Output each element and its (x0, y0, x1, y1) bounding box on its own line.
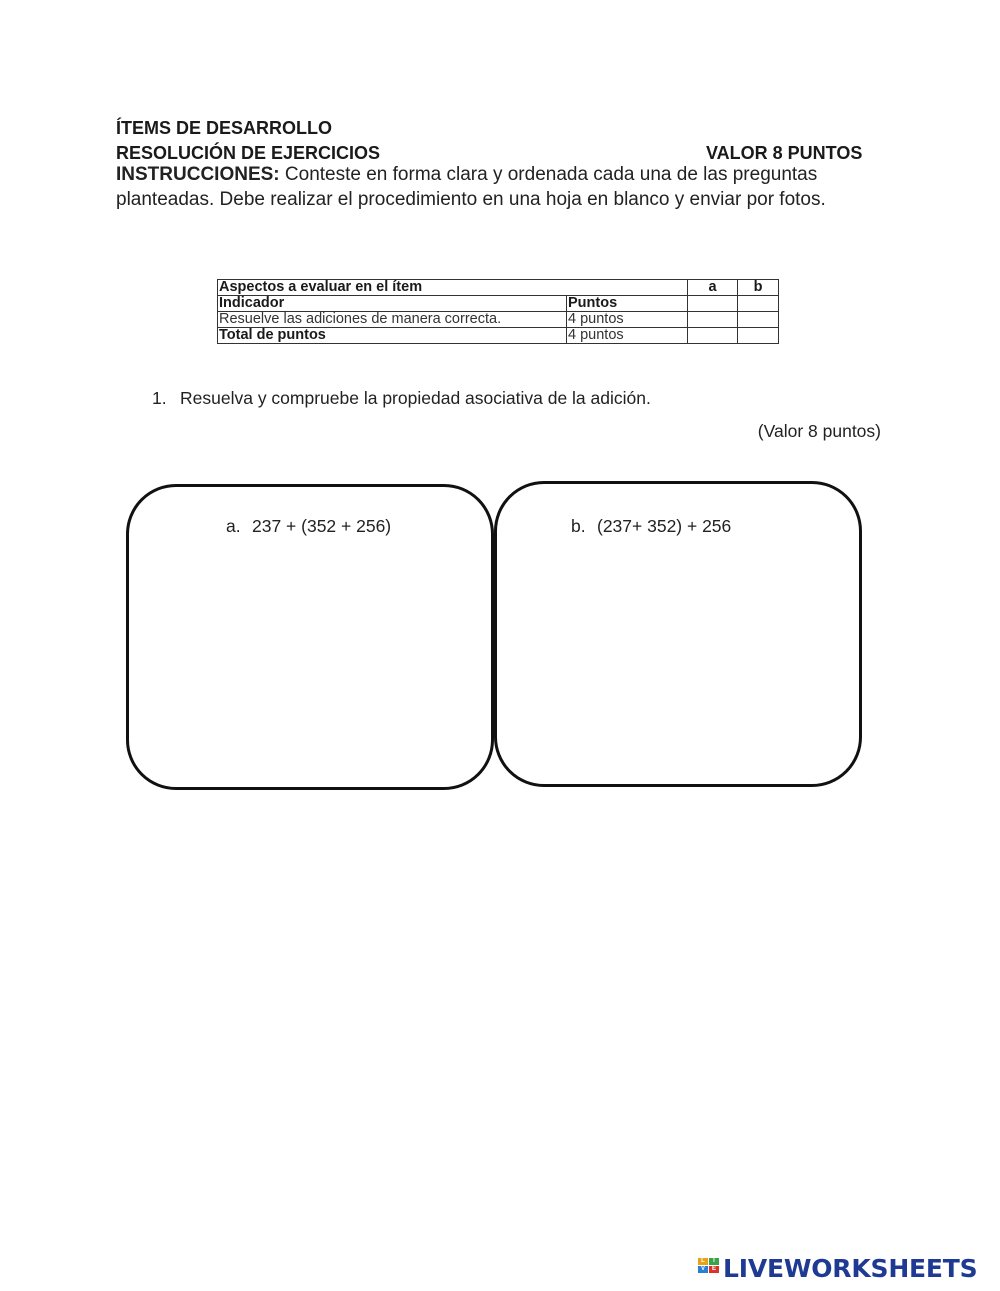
liveworksheets-logo-icon (698, 1258, 720, 1282)
exercise-b (571, 515, 731, 537)
rubric-points: 4 puntos (567, 312, 688, 328)
liveworksheets-logo-text: LIVEWORKSHEETS (723, 1254, 978, 1283)
rubric-total-b[interactable] (738, 328, 779, 344)
exercise-a (226, 515, 391, 537)
rubric-table (217, 279, 779, 344)
exercise-expression: (237+ 352) + 256 (597, 516, 732, 536)
rubric-indicator: Resuelve las adiciones de manera correcta. (218, 312, 567, 328)
logo-block-e: E (709, 1266, 719, 1273)
rubric-col-b-header: b (738, 280, 779, 296)
rubric-score-b[interactable] (738, 312, 779, 328)
rubric-total-points: 4 puntos (567, 328, 688, 344)
question-value: (Valor 8 puntos) (757, 421, 881, 441)
question-text: Resuelva y compruebe la propiedad asociativa de la adición. (180, 388, 651, 408)
rubric-total-label: Total de puntos (218, 328, 567, 344)
section-title: ÍTEMS DE DESARROLLO (116, 118, 333, 138)
instructions (116, 163, 876, 212)
rubric-score-a[interactable] (688, 312, 738, 328)
instructions-label: INSTRUCCIONES: (116, 164, 280, 185)
rubric-total-row (218, 328, 779, 344)
rubric-indicator-header: Indicador (218, 296, 567, 312)
rubric-cell-empty (688, 296, 738, 312)
exercise-letter: a. (226, 516, 241, 536)
rubric-cell-empty (738, 296, 779, 312)
logo-block-l: L (698, 1258, 708, 1265)
rubric-points-header: Puntos (567, 296, 688, 312)
question-number: 1. (152, 388, 167, 408)
question-1 (152, 387, 651, 409)
rubric-header-row (218, 280, 779, 296)
exercise-expression: 237 + (352 + 256) (252, 516, 392, 536)
logo-block-i: I (709, 1258, 719, 1265)
instructions-text: Conteste en forma clara y ordenada cada una de las preguntas planteadas. Debe realizar el procedimiento en una hoja en blanco y enviar por fotos. (116, 164, 826, 210)
rubric-col-a-header: a (688, 280, 738, 296)
section-value: VALOR 8 PUNTOS (706, 143, 863, 163)
exercise-letter: b. (571, 516, 586, 536)
rubric-total-a[interactable] (688, 328, 738, 344)
rubric-row (218, 312, 779, 328)
rubric-subheader-row (218, 296, 779, 312)
rubric-aspect-header: Aspectos a evaluar en el ítem (218, 280, 688, 296)
section-subtitle: RESOLUCIÓN DE EJERCICIOS (116, 143, 381, 163)
logo-block-v: V (698, 1266, 708, 1273)
